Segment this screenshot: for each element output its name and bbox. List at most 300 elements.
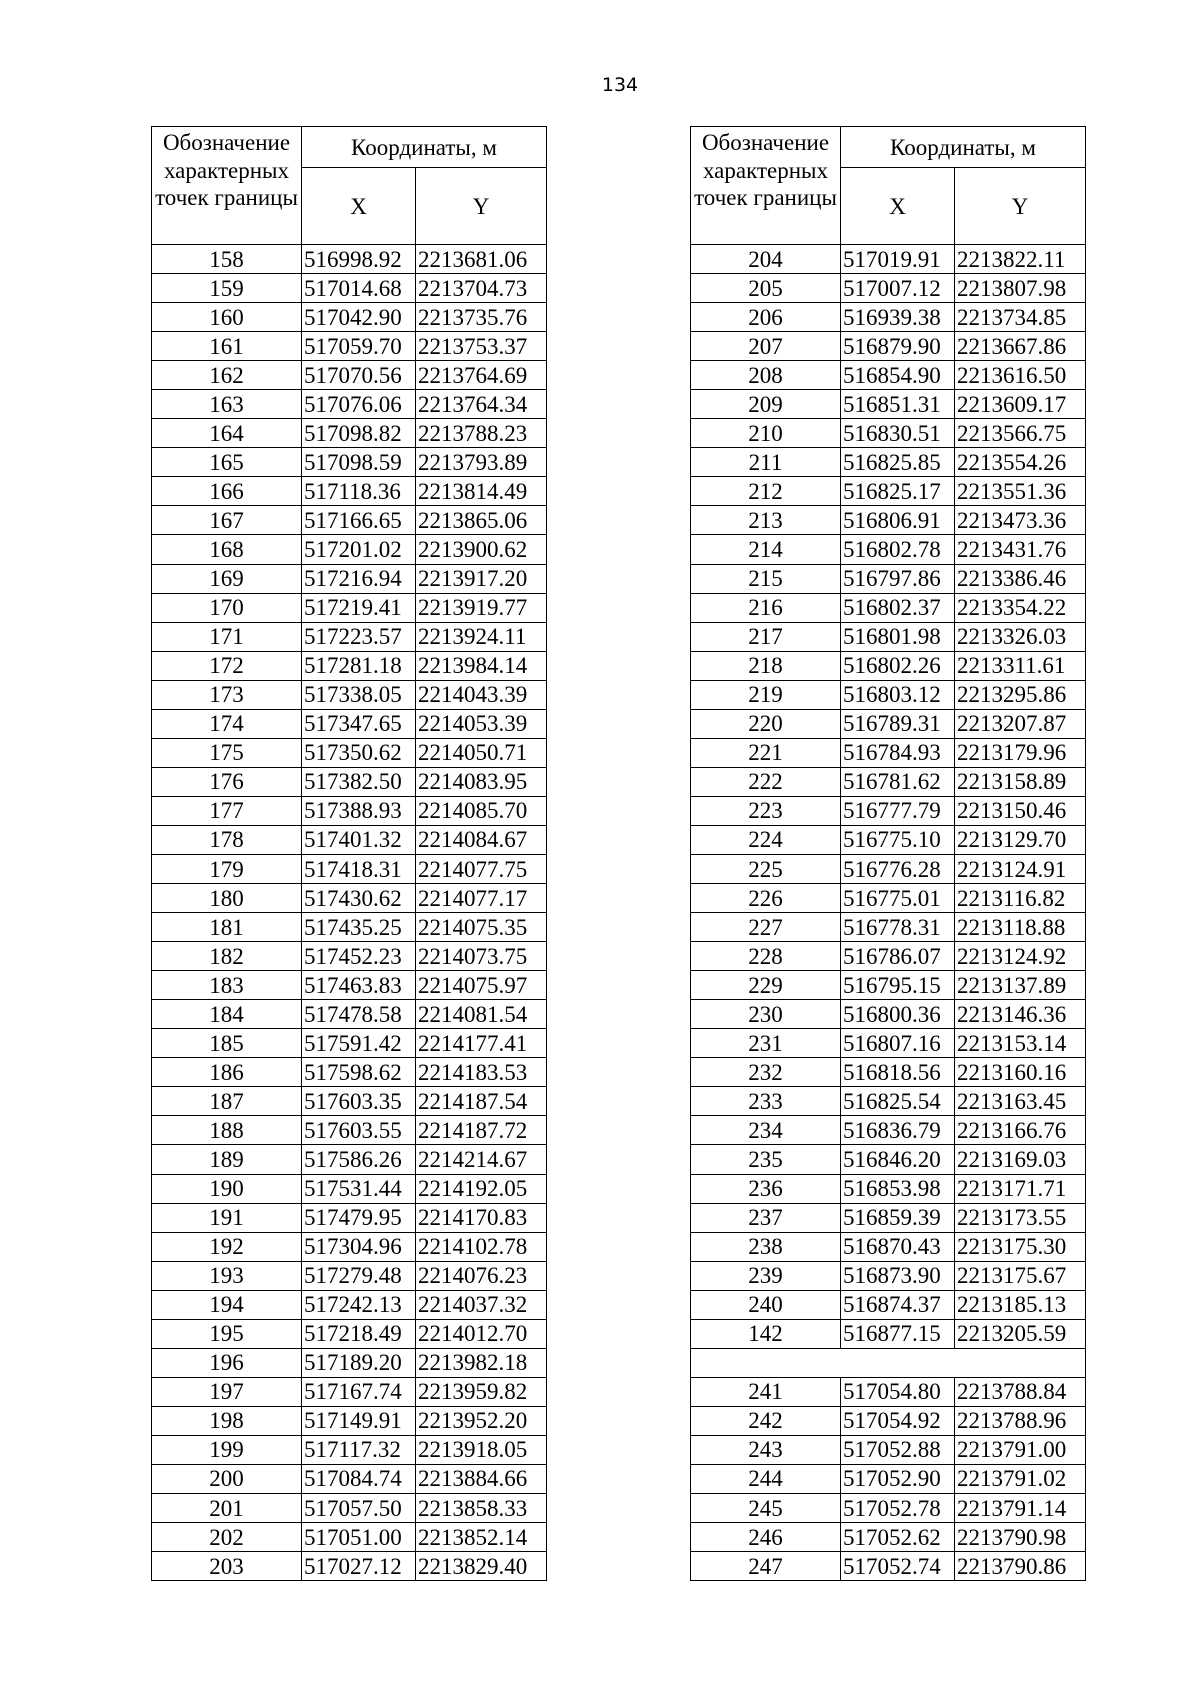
point-cell: 223	[691, 796, 841, 825]
x-cell: 517051.00	[302, 1523, 416, 1552]
table-row	[691, 1494, 1086, 1523]
y-cell: 2213185.13	[955, 1290, 1086, 1319]
table-row	[152, 709, 547, 738]
x-cell: 517304.96	[302, 1232, 416, 1261]
y-cell: 2213295.86	[955, 680, 1086, 709]
x-cell: 517479.95	[302, 1203, 416, 1232]
y-header: Y	[955, 168, 1086, 245]
x-cell: 517084.74	[302, 1464, 416, 1493]
y-cell: 2214053.39	[416, 709, 547, 738]
y-cell: 2213790.98	[955, 1523, 1086, 1552]
point-cell: 173	[152, 680, 302, 709]
table-row	[691, 1058, 1086, 1087]
y-cell: 2213137.89	[955, 971, 1086, 1000]
y-cell: 2213160.16	[955, 1058, 1086, 1087]
table-body-right	[691, 245, 1086, 1581]
x-cell: 516802.26	[841, 651, 955, 680]
x-cell: 516803.12	[841, 680, 955, 709]
y-cell: 2213852.14	[416, 1523, 547, 1552]
y-cell: 2214084.67	[416, 825, 547, 854]
x-cell: 516939.38	[841, 303, 955, 332]
x-cell: 517603.35	[302, 1087, 416, 1116]
blank-cell	[691, 1348, 1086, 1377]
point-cell: 242	[691, 1406, 841, 1435]
x-cell: 516825.85	[841, 448, 955, 477]
y-cell: 2213205.59	[955, 1319, 1086, 1348]
y-cell: 2213386.46	[955, 564, 1086, 593]
point-cell: 185	[152, 1029, 302, 1058]
table-row	[152, 767, 547, 796]
table-row	[691, 1319, 1086, 1348]
point-cell: 169	[152, 564, 302, 593]
point-cell: 188	[152, 1116, 302, 1145]
x-cell: 516877.15	[841, 1319, 955, 1348]
point-cell: 179	[152, 854, 302, 883]
x-cell: 517338.05	[302, 680, 416, 709]
table-row	[152, 245, 547, 274]
x-cell: 517007.12	[841, 274, 955, 303]
x-cell: 516784.93	[841, 738, 955, 767]
page-number: 134	[601, 74, 639, 96]
x-header: X	[302, 168, 416, 245]
point-cell: 211	[691, 448, 841, 477]
y-cell: 2213982.18	[416, 1348, 547, 1377]
y-cell: 2214083.95	[416, 767, 547, 796]
table-row	[691, 1232, 1086, 1261]
y-cell: 2213788.96	[955, 1406, 1086, 1435]
y-cell: 2213900.62	[416, 535, 547, 564]
point-cell: 239	[691, 1261, 841, 1290]
y-cell: 2214183.53	[416, 1058, 547, 1087]
y-cell: 2214170.83	[416, 1203, 547, 1232]
point-cell: 167	[152, 506, 302, 535]
y-cell: 2214075.35	[416, 913, 547, 942]
x-cell: 517057.50	[302, 1494, 416, 1523]
y-cell: 2213173.55	[955, 1203, 1086, 1232]
y-cell: 2213959.82	[416, 1377, 547, 1406]
table-row	[691, 1435, 1086, 1464]
table-row	[691, 506, 1086, 535]
coordinates-table-right	[690, 126, 1086, 1581]
point-cell: 189	[152, 1145, 302, 1174]
y-cell: 2214012.70	[416, 1319, 547, 1348]
y-cell: 2214085.70	[416, 796, 547, 825]
coordinates-header: Координаты, м	[302, 127, 547, 168]
point-cell: 186	[152, 1058, 302, 1087]
table-row	[691, 245, 1086, 274]
coordinates-table-left	[151, 126, 547, 1581]
point-cell: 237	[691, 1203, 841, 1232]
table-row	[152, 651, 547, 680]
y-cell: 2214187.54	[416, 1087, 547, 1116]
x-cell: 517242.13	[302, 1290, 416, 1319]
x-cell: 517189.20	[302, 1348, 416, 1377]
table-row	[691, 332, 1086, 361]
y-cell: 2213326.03	[955, 622, 1086, 651]
x-cell: 516777.79	[841, 796, 955, 825]
point-cell: 215	[691, 564, 841, 593]
table-row	[152, 535, 547, 564]
point-cell: 226	[691, 884, 841, 913]
table-row	[691, 1145, 1086, 1174]
table-row	[152, 419, 547, 448]
x-cell: 516778.31	[841, 913, 955, 942]
point-cell: 142	[691, 1319, 841, 1348]
point-cell: 195	[152, 1319, 302, 1348]
designation-header: Обозначение характерных точек границы	[152, 127, 302, 245]
point-cell: 240	[691, 1290, 841, 1319]
point-cell: 163	[152, 390, 302, 419]
point-cell: 225	[691, 854, 841, 883]
point-cell: 192	[152, 1232, 302, 1261]
y-cell: 2213788.23	[416, 419, 547, 448]
x-cell: 516776.28	[841, 854, 955, 883]
x-cell: 517070.56	[302, 361, 416, 390]
point-cell: 207	[691, 332, 841, 361]
x-cell: 517052.88	[841, 1435, 955, 1464]
table-row	[152, 1552, 547, 1581]
y-cell: 2213171.71	[955, 1174, 1086, 1203]
point-cell: 206	[691, 303, 841, 332]
point-cell: 204	[691, 245, 841, 274]
point-cell: 184	[152, 1000, 302, 1029]
point-cell: 196	[152, 1348, 302, 1377]
y-cell: 2213788.84	[955, 1377, 1086, 1406]
x-cell: 517014.68	[302, 274, 416, 303]
point-cell: 200	[152, 1464, 302, 1493]
table-row	[152, 942, 547, 971]
x-cell: 516859.39	[841, 1203, 955, 1232]
y-cell: 2213118.88	[955, 913, 1086, 942]
table-row	[691, 767, 1086, 796]
table-row	[152, 680, 547, 709]
point-cell: 191	[152, 1203, 302, 1232]
table-row	[152, 274, 547, 303]
y-cell: 2214075.97	[416, 971, 547, 1000]
y-cell: 2213616.50	[955, 361, 1086, 390]
y-cell: 2213158.89	[955, 767, 1086, 796]
x-cell: 517052.90	[841, 1464, 955, 1493]
point-cell: 218	[691, 651, 841, 680]
table-row	[691, 942, 1086, 971]
y-cell: 2213166.76	[955, 1116, 1086, 1145]
table-row	[691, 390, 1086, 419]
y-cell: 2213124.92	[955, 942, 1086, 971]
x-cell: 517279.48	[302, 1261, 416, 1290]
y-cell: 2213924.11	[416, 622, 547, 651]
y-cell: 2214043.39	[416, 680, 547, 709]
point-cell: 217	[691, 622, 841, 651]
table-row	[152, 1116, 547, 1145]
point-cell: 227	[691, 913, 841, 942]
point-cell: 222	[691, 767, 841, 796]
x-cell: 516802.37	[841, 593, 955, 622]
x-cell: 516870.43	[841, 1232, 955, 1261]
designation-header: Обозначение характерных точек границы	[691, 127, 841, 245]
table-row	[152, 303, 547, 332]
table-row	[152, 1377, 547, 1406]
x-cell: 517167.74	[302, 1377, 416, 1406]
table-row	[152, 1058, 547, 1087]
x-cell: 517076.06	[302, 390, 416, 419]
x-cell: 517223.57	[302, 622, 416, 651]
x-cell: 516800.36	[841, 1000, 955, 1029]
x-cell: 517418.31	[302, 854, 416, 883]
x-cell: 517347.65	[302, 709, 416, 738]
y-cell: 2213681.06	[416, 245, 547, 274]
y-cell: 2213791.14	[955, 1494, 1086, 1523]
table-row	[152, 593, 547, 622]
table-row	[691, 1523, 1086, 1552]
table-row	[152, 1261, 547, 1290]
x-cell: 516851.31	[841, 390, 955, 419]
y-cell: 2214076.23	[416, 1261, 547, 1290]
point-cell: 178	[152, 825, 302, 854]
table-row	[691, 1290, 1086, 1319]
table-row	[691, 274, 1086, 303]
y-cell: 2214081.54	[416, 1000, 547, 1029]
y-cell: 2213551.36	[955, 477, 1086, 506]
table-row	[152, 971, 547, 1000]
table-body-left	[152, 245, 547, 1581]
y-cell: 2213311.61	[955, 651, 1086, 680]
x-cell: 516818.56	[841, 1058, 955, 1087]
y-cell: 2213858.33	[416, 1494, 547, 1523]
x-cell: 516775.10	[841, 825, 955, 854]
x-cell: 517117.32	[302, 1435, 416, 1464]
point-cell: 235	[691, 1145, 841, 1174]
table-row	[691, 913, 1086, 942]
table-row	[691, 593, 1086, 622]
y-cell: 2214214.67	[416, 1145, 547, 1174]
y-cell: 2214187.72	[416, 1116, 547, 1145]
table-row	[152, 1174, 547, 1203]
table-row	[691, 854, 1086, 883]
table-row	[152, 361, 547, 390]
y-cell: 2213807.98	[955, 274, 1086, 303]
point-cell: 247	[691, 1552, 841, 1581]
point-cell: 180	[152, 884, 302, 913]
point-cell: 212	[691, 477, 841, 506]
point-cell: 183	[152, 971, 302, 1000]
table-row	[152, 1290, 547, 1319]
x-cell: 517463.83	[302, 971, 416, 1000]
point-cell: 219	[691, 680, 841, 709]
table-row	[691, 651, 1086, 680]
y-cell: 2213952.20	[416, 1406, 547, 1435]
y-cell: 2213791.02	[955, 1464, 1086, 1493]
y-cell: 2213150.46	[955, 796, 1086, 825]
point-cell: 246	[691, 1523, 841, 1552]
table-row	[152, 796, 547, 825]
y-cell: 2213146.36	[955, 1000, 1086, 1029]
x-cell: 517052.62	[841, 1523, 955, 1552]
x-cell: 516806.91	[841, 506, 955, 535]
x-cell: 516874.37	[841, 1290, 955, 1319]
y-cell: 2213116.82	[955, 884, 1086, 913]
y-cell: 2213918.05	[416, 1435, 547, 1464]
x-cell: 517452.23	[302, 942, 416, 971]
point-cell: 160	[152, 303, 302, 332]
x-cell: 516801.98	[841, 622, 955, 651]
y-cell: 2213566.75	[955, 419, 1086, 448]
y-cell: 2213129.70	[955, 825, 1086, 854]
y-cell: 2213163.45	[955, 1087, 1086, 1116]
table-row	[691, 1203, 1086, 1232]
x-cell: 517052.78	[841, 1494, 955, 1523]
point-cell: 172	[152, 651, 302, 680]
coordinates-header: Координаты, м	[841, 127, 1086, 168]
point-cell: 232	[691, 1058, 841, 1087]
point-cell: 216	[691, 593, 841, 622]
x-cell: 516775.01	[841, 884, 955, 913]
table-row	[152, 390, 547, 419]
table-row	[691, 1464, 1086, 1493]
point-cell: 165	[152, 448, 302, 477]
point-cell: 193	[152, 1261, 302, 1290]
table-row	[152, 1203, 547, 1232]
x-cell: 517054.92	[841, 1406, 955, 1435]
y-cell: 2213124.91	[955, 854, 1086, 883]
y-cell: 2213884.66	[416, 1464, 547, 1493]
y-cell: 2213207.87	[955, 709, 1086, 738]
x-cell: 517098.59	[302, 448, 416, 477]
x-cell: 517098.82	[302, 419, 416, 448]
x-cell: 517149.91	[302, 1406, 416, 1435]
x-cell: 516836.79	[841, 1116, 955, 1145]
x-cell: 517586.26	[302, 1145, 416, 1174]
table-row	[691, 1377, 1086, 1406]
table-row	[691, 1029, 1086, 1058]
x-cell: 517118.36	[302, 477, 416, 506]
table-row	[152, 1348, 547, 1377]
table-row	[152, 738, 547, 767]
table-row	[691, 448, 1086, 477]
point-cell: 158	[152, 245, 302, 274]
table-row	[691, 1261, 1086, 1290]
point-cell: 228	[691, 942, 841, 971]
x-cell: 517603.55	[302, 1116, 416, 1145]
point-cell: 241	[691, 1377, 841, 1406]
x-cell: 516853.98	[841, 1174, 955, 1203]
x-cell: 516781.62	[841, 767, 955, 796]
y-cell: 2213919.77	[416, 593, 547, 622]
x-cell: 517531.44	[302, 1174, 416, 1203]
point-cell: 159	[152, 274, 302, 303]
table-row	[691, 1552, 1086, 1581]
y-cell: 2213917.20	[416, 564, 547, 593]
table-row	[691, 796, 1086, 825]
point-cell: 194	[152, 1290, 302, 1319]
point-cell: 231	[691, 1029, 841, 1058]
x-cell: 516825.17	[841, 477, 955, 506]
table-row	[152, 1319, 547, 1348]
x-cell: 517027.12	[302, 1552, 416, 1581]
table-row	[152, 1029, 547, 1058]
point-cell: 202	[152, 1523, 302, 1552]
y-cell: 2214037.32	[416, 1290, 547, 1319]
table-row	[152, 913, 547, 942]
point-cell: 197	[152, 1377, 302, 1406]
table-row	[152, 1494, 547, 1523]
y-cell: 2214102.78	[416, 1232, 547, 1261]
point-cell: 205	[691, 274, 841, 303]
x-cell: 517350.62	[302, 738, 416, 767]
table-row	[691, 564, 1086, 593]
point-cell: 176	[152, 767, 302, 796]
table-row	[152, 332, 547, 361]
table-row	[152, 1464, 547, 1493]
x-cell: 516825.54	[841, 1087, 955, 1116]
point-cell: 164	[152, 419, 302, 448]
table-row	[152, 477, 547, 506]
point-cell: 234	[691, 1116, 841, 1145]
table-row	[152, 825, 547, 854]
x-cell: 516854.90	[841, 361, 955, 390]
x-cell: 517216.94	[302, 564, 416, 593]
point-cell: 166	[152, 477, 302, 506]
point-cell: 221	[691, 738, 841, 767]
point-cell: 177	[152, 796, 302, 825]
point-cell: 220	[691, 709, 841, 738]
point-cell: 198	[152, 1406, 302, 1435]
table-row	[691, 971, 1086, 1000]
x-cell: 516807.16	[841, 1029, 955, 1058]
point-cell: 230	[691, 1000, 841, 1029]
table-row	[691, 1116, 1086, 1145]
point-cell: 170	[152, 593, 302, 622]
x-cell: 517382.50	[302, 767, 416, 796]
table-row	[152, 448, 547, 477]
y-cell: 2213169.03	[955, 1145, 1086, 1174]
y-cell: 2213793.89	[416, 448, 547, 477]
y-cell: 2213609.17	[955, 390, 1086, 419]
point-cell: 201	[152, 1494, 302, 1523]
x-cell: 517166.65	[302, 506, 416, 535]
x-cell: 517052.74	[841, 1552, 955, 1581]
x-header: X	[841, 168, 955, 245]
point-cell: 245	[691, 1494, 841, 1523]
point-cell: 224	[691, 825, 841, 854]
x-cell: 516873.90	[841, 1261, 955, 1290]
table-row	[691, 709, 1086, 738]
point-cell: 210	[691, 419, 841, 448]
x-cell: 517401.32	[302, 825, 416, 854]
point-cell: 199	[152, 1435, 302, 1464]
x-cell: 517201.02	[302, 535, 416, 564]
table-row	[691, 1174, 1086, 1203]
table-row	[152, 1145, 547, 1174]
y-cell: 2213153.14	[955, 1029, 1086, 1058]
x-cell: 517388.93	[302, 796, 416, 825]
point-cell: 168	[152, 535, 302, 564]
table-row	[691, 1000, 1086, 1029]
x-cell: 517219.41	[302, 593, 416, 622]
table-row	[152, 854, 547, 883]
table-row	[152, 884, 547, 913]
point-cell: 174	[152, 709, 302, 738]
x-cell: 516879.90	[841, 332, 955, 361]
point-cell: 209	[691, 390, 841, 419]
table-row	[691, 738, 1086, 767]
point-cell: 171	[152, 622, 302, 651]
x-cell: 516998.92	[302, 245, 416, 274]
point-cell: 181	[152, 913, 302, 942]
y-cell: 2213822.11	[955, 245, 1086, 274]
x-cell: 517591.42	[302, 1029, 416, 1058]
point-cell: 236	[691, 1174, 841, 1203]
table-row	[152, 1087, 547, 1116]
